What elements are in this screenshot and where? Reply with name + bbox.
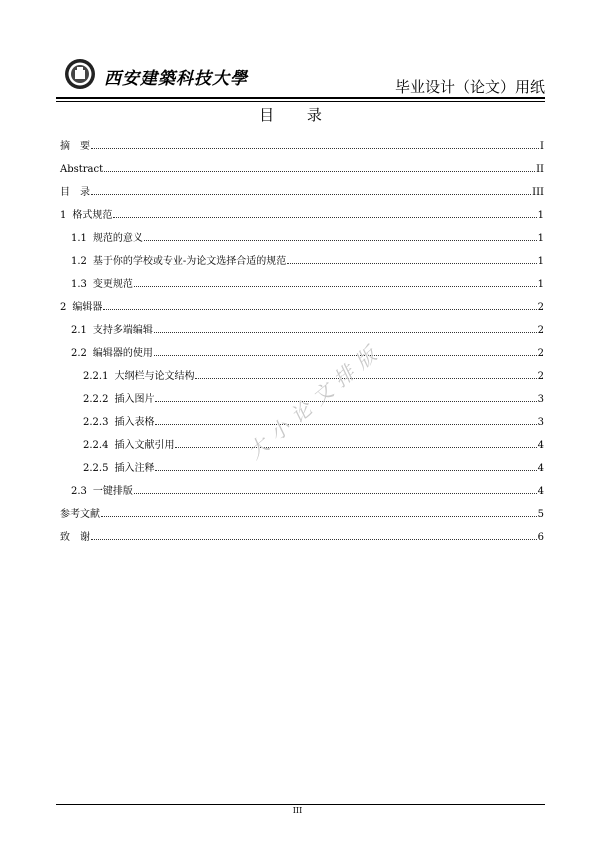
toc-entry-number: 1.3 [71,279,87,290]
toc-entry-title [71,232,143,246]
toc-page-number: 3 [537,417,544,428]
toc-entry-title [71,347,153,361]
toc-entry-number: 2.2.5 [83,463,109,474]
watermark: 大小论文排版 [242,337,388,464]
toc-entry-number: 2.2 [71,348,87,359]
toc-entry[interactable] [60,439,544,462]
toc-entry-title [60,186,90,200]
toc-entry[interactable] [60,278,544,301]
toc-entry-label: 规范的意义 [92,233,143,244]
toc-dot-leader [155,469,536,471]
toc-entry-number: 2.2.1 [83,371,109,382]
table-of-contents [60,140,544,554]
toc-entry[interactable] [60,462,544,485]
toc-entry-title [83,370,194,384]
toc-page-number: 1 [537,233,544,244]
toc-entry-title [83,416,154,430]
toc-dot-leader [144,239,537,241]
toc-entry[interactable] [60,140,544,163]
toc-entry[interactable] [60,324,544,347]
toc-dot-leader [104,170,535,172]
toc-entry-label: 插入表格 [114,417,155,428]
toc-entry-title [71,278,133,292]
toc-entry-label: 一键排版 [92,486,133,497]
toc-entry-number: 1.1 [71,233,87,244]
toc-entry-number: 2.2.2 [83,394,109,405]
toc-entry-label: 基于你的学校或专业-为论文选择合适的规范 [92,256,287,267]
toc-entry-number: 1.2 [71,256,87,267]
toc-entry-label: 摘 要 [60,141,90,152]
toc-page-number: 2 [537,302,544,313]
toc-entry-label: 变更规范 [92,279,133,290]
toc-page-number: 4 [537,486,544,497]
toc-entry[interactable] [60,485,544,508]
header-rule-thin [56,101,545,102]
header-rule-thick [56,97,545,99]
toc-dot-leader [155,400,536,402]
toc-dot-leader [101,515,537,517]
toc-dot-leader [134,492,537,494]
toc-entry-title [83,393,154,407]
toc-entry-title [60,140,90,154]
toc-dot-leader [195,377,536,379]
toc-entry-label: 格式规范 [72,210,113,221]
toc-page-number: 6 [537,532,544,543]
toc-entry[interactable] [60,209,544,232]
toc-page-number: 4 [537,463,544,474]
toc-page-number: 5 [537,509,544,520]
toc-entry-title [60,531,90,545]
toc-dot-leader [113,216,536,218]
toc-dot-leader [91,193,531,195]
toc-entry[interactable] [60,232,544,255]
toc-entry[interactable] [60,508,544,531]
header-paper-title: 毕业设计（论文）用纸 [394,78,545,96]
toc-page-number: I [540,141,544,152]
toc-page-number: III [532,187,544,198]
toc-entry-number: 1 [60,210,67,221]
page-title: 目 录 [259,106,336,124]
toc-entry-title [83,462,154,476]
toc-entry-label: 大纲栏与论文结构 [114,371,195,382]
toc-entry-title [60,508,100,522]
toc-page-number: II [536,164,544,175]
toc-entry-label: 插入文献引用 [114,440,175,451]
toc-entry-label: 支持多端编辑 [92,325,153,336]
toc-dot-leader [103,308,536,310]
toc-entry-label: 参考文献 [60,509,100,520]
toc-page-number: 1 [537,210,544,221]
footer-page-number: III [292,806,303,815]
footer-rule [56,804,545,805]
toc-entry-title [83,439,174,453]
toc-entry[interactable] [60,347,544,370]
toc-dot-leader [175,446,536,448]
toc-entry-number: 2.3 [71,486,87,497]
toc-page-number: 1 [537,256,544,267]
toc-entry-number: 2.2.4 [83,440,109,451]
toc-entry-title [71,324,153,338]
toc-dot-leader [154,331,537,333]
toc-entry-number: 2 [60,302,67,313]
toc-entry[interactable] [60,301,544,324]
university-name: 西安建築科技大學 [104,69,248,89]
toc-dot-leader [91,147,539,149]
toc-dot-leader [155,423,536,425]
toc-page-number: 2 [537,325,544,336]
toc-page-number: 1 [537,279,544,290]
toc-page-number: 2 [537,371,544,382]
toc-entry-title [60,163,103,177]
toc-entry-number: 2.2.3 [83,417,109,428]
toc-entry[interactable] [60,163,544,186]
toc-page-number: 3 [537,394,544,405]
toc-dot-leader [287,262,536,264]
toc-entry-label: 插入图片 [114,394,155,405]
toc-dot-leader [134,285,537,287]
toc-entry-label: 编辑器 [72,302,103,313]
toc-entry-title [60,301,102,315]
toc-page-number: 4 [537,440,544,451]
toc-entry-title [71,485,133,499]
toc-entry-label: 致 谢 [60,532,90,543]
page-header [56,52,545,98]
toc-entry-title [71,255,286,269]
university-seal-icon [64,58,96,90]
toc-entry-label: 编辑器的使用 [92,348,153,359]
toc-entry-title [60,209,112,223]
toc-entry-label: 插入注释 [114,463,155,474]
toc-entry-number: 2.1 [71,325,87,336]
toc-dot-leader [91,538,537,540]
toc-entry-label: Abstract [60,164,104,175]
toc-entry[interactable] [60,531,544,554]
toc-entry[interactable] [60,186,544,209]
toc-page-number: 2 [537,348,544,359]
toc-entry[interactable] [60,255,544,278]
toc-entry-label: 目 录 [60,187,90,198]
